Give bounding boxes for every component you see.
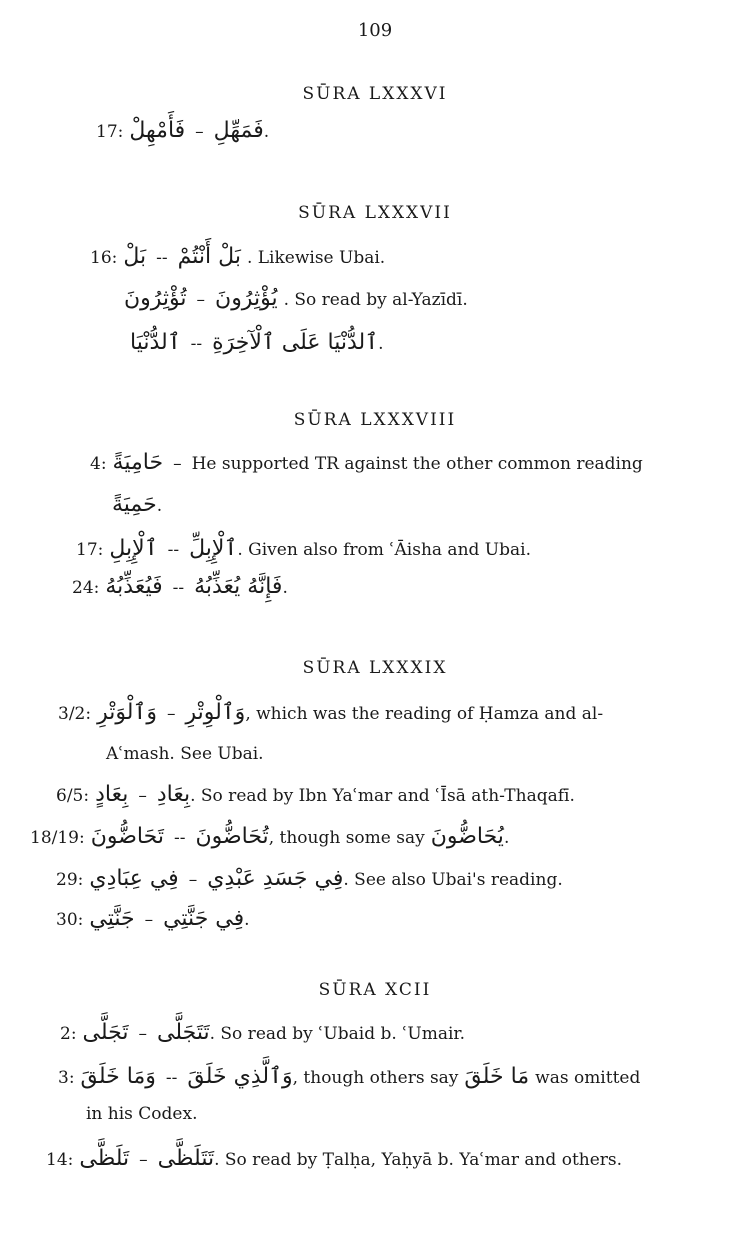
note-text: . So read by Ibn Yaʿmar and ʿĪsā ath-Thaqafī.	[190, 786, 575, 806]
arabic-variant: فِي جَنَّتِي	[163, 906, 245, 931]
page-number: 109	[357, 20, 393, 41]
dash: –	[144, 910, 154, 930]
note-text-end: .	[503, 828, 510, 848]
arabic-reading: ٱلدُّنْيَا	[130, 330, 181, 355]
arabic-reading: بَلْ	[123, 244, 147, 269]
verse-number: 24:	[72, 578, 100, 598]
arabic-reading: حَمِيَةً	[112, 492, 157, 517]
verse-number: 29:	[56, 870, 84, 890]
verse-number: 30:	[56, 910, 84, 930]
arabic-variant: فَمَهِّلِ	[213, 118, 264, 143]
dash: –	[166, 704, 176, 724]
note-text: He supported TR against the other common reading	[191, 454, 643, 474]
sura-heading-89: SŪRA LXXXIX	[302, 658, 448, 678]
arabic-reading: فَأَمْهِلْ	[129, 118, 186, 143]
dash: –	[188, 870, 198, 890]
verse-number: 16:	[90, 248, 118, 268]
note-text: .	[244, 910, 250, 930]
arabic-reading: فَيُعَذِّبُهُ	[105, 574, 163, 599]
dash: --	[172, 578, 185, 598]
note-text: .	[263, 122, 270, 142]
arabic-reading: بِعَادٍ	[95, 782, 129, 807]
verse-89-6	[56, 782, 575, 807]
verse-89-30	[56, 906, 250, 931]
dash: –	[173, 454, 182, 474]
verse-88-4-continued	[112, 492, 162, 517]
arabic-reading: جَنَّتِي	[89, 906, 135, 931]
verse-92-3	[58, 1064, 640, 1089]
verse-89-18	[30, 824, 509, 849]
verse-88-17	[76, 536, 531, 561]
arabic-variant: وَٱلَّذِي خَلَقَ	[187, 1064, 293, 1089]
verse-86-17	[96, 118, 269, 143]
dash: –	[139, 1150, 148, 1170]
dash: --	[167, 540, 180, 560]
verse-number: 6/5:	[56, 786, 90, 806]
arabic-variant: تَتَلَظَّى	[157, 1146, 215, 1171]
arabic-variant: تَتَجَلَّى	[157, 1020, 210, 1045]
arabic-variant: فِي جَسَدِ عَبْدِي	[207, 866, 344, 891]
note-text: . Likewise Ubai.	[246, 248, 386, 268]
verse-number: 3:	[58, 1068, 75, 1088]
note-text: . So read by ʿUbaid b. ʿUmair.	[209, 1024, 466, 1044]
verse-number: 17:	[76, 540, 104, 560]
verse-number: 4:	[90, 454, 107, 474]
note-text: . So read by al-Yazīdī.	[283, 290, 468, 310]
note-text: . Given also from ʿĀisha and Ubai.	[237, 540, 531, 560]
verse-92-2	[60, 1020, 465, 1045]
arabic-variant: ٱلْإِبِلِّ	[189, 536, 238, 561]
note-text: , though others say	[292, 1068, 459, 1088]
arabic-reading: حَامِيَةً	[112, 450, 164, 475]
arabic-reading: تَجَلَّى	[82, 1020, 129, 1045]
dash: –	[138, 1024, 147, 1044]
dash: --	[156, 248, 168, 268]
arabic-variant: تُحَاضُّونَ	[195, 824, 269, 849]
verse-number: 17:	[96, 122, 124, 142]
dash: –	[195, 122, 204, 142]
arabic-reading: تُؤْثِرُونَ	[124, 286, 187, 311]
verse-89-3	[58, 700, 603, 725]
arabic-variant: فَإِنَّهُ يُعَذِّبُهُ	[194, 574, 283, 599]
note-text: .	[378, 334, 384, 354]
verse-87-line-3	[130, 330, 384, 355]
dash: --	[173, 828, 186, 848]
dash: --	[165, 1068, 178, 1088]
arabic-variant: وَٱلْوِتْرِ	[185, 700, 246, 725]
verse-88-4	[90, 450, 643, 475]
arabic-reading: ٱلْإِبِلِ	[109, 536, 158, 561]
arabic-variant: بِعَادِ	[156, 782, 191, 807]
verse-number: 3/2:	[58, 704, 92, 724]
verse-88-24	[72, 574, 288, 599]
arabic-reading: فِي عِبَادِي	[89, 866, 179, 891]
arabic-alternative: مَا خَلَقَ	[464, 1064, 530, 1089]
verse-87-16	[90, 244, 385, 269]
arabic-alternative: يُحَاضُّونَ	[430, 824, 504, 849]
dash: --	[190, 334, 203, 354]
arabic-reading: وَٱلْوَتْرِ	[97, 700, 157, 725]
note-text-end: was omitted	[535, 1068, 641, 1088]
verse-89-3-continued	[106, 744, 264, 764]
sura-heading-87: SŪRA LXXXVII	[298, 203, 452, 223]
arabic-reading: تَحَاضُّونَ	[90, 824, 164, 849]
verse-89-29	[56, 866, 563, 891]
note-text: Aʿmash. See Ubai.	[106, 744, 264, 764]
verse-number: 18/19:	[30, 828, 85, 848]
dash: –	[196, 290, 206, 310]
arabic-variant: بَلْ أَنْتُمْ	[177, 244, 241, 269]
arabic-reading: وَمَا خَلَقَ	[80, 1064, 156, 1089]
note-text: , though some say	[268, 828, 425, 848]
verse-92-3-continued	[86, 1104, 197, 1124]
arabic-variant: يُؤْثِرُونَ	[215, 286, 278, 311]
arabic-reading: تَلَظَّى	[79, 1146, 130, 1171]
note-text: .	[282, 578, 288, 598]
verse-92-14	[46, 1146, 622, 1171]
note-text: . So read by Ṭalḥa, Yaḥyā b. Yaʿmar and others.	[214, 1150, 623, 1170]
note-text: in his Codex.	[86, 1104, 198, 1124]
verse-number: 14:	[46, 1150, 74, 1170]
note-text: , which was the reading of Ḥamza and al-	[245, 704, 604, 724]
dash: –	[138, 786, 147, 806]
note-text: . See also Ubai's reading.	[343, 870, 563, 890]
sura-heading-86: SŪRA LXXXVI	[302, 84, 448, 104]
sura-heading-88: SŪRA LXXXVIII	[293, 410, 457, 430]
note-text: .	[156, 496, 163, 516]
sura-heading-92: SŪRA XCII	[318, 980, 432, 1000]
verse-number: 2:	[60, 1024, 77, 1044]
verse-87-line-2	[124, 286, 468, 311]
arabic-variant: ٱلدُّنْيَا عَلَى ٱلْآخِرَةِ	[212, 330, 379, 355]
